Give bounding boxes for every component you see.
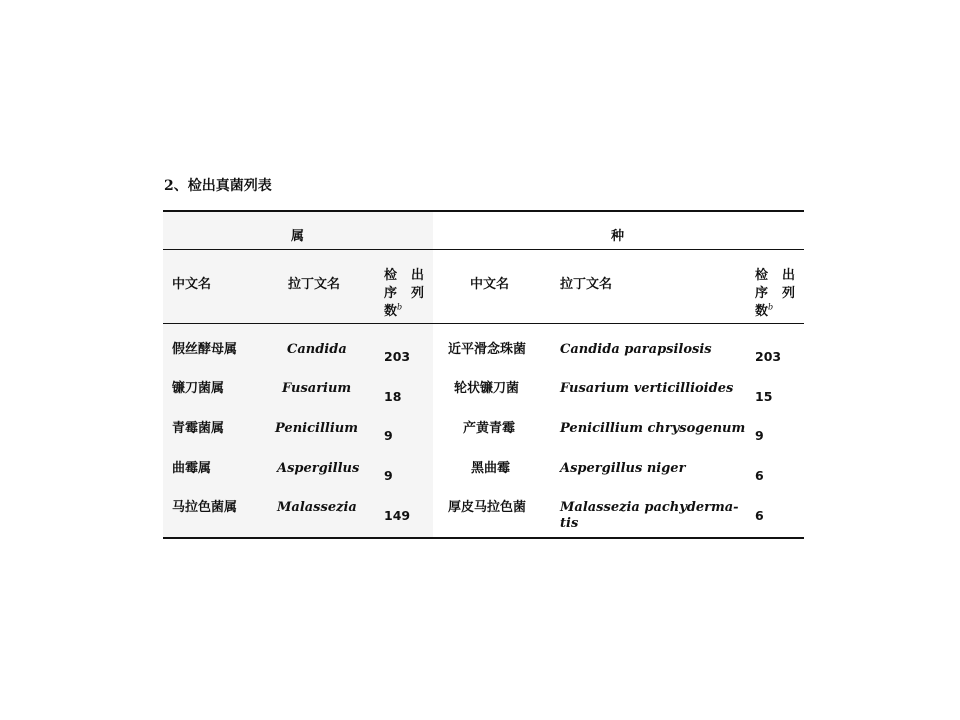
species-latin-cell: Aspergillus niger bbox=[560, 461, 686, 476]
genus-count-cell: 203 bbox=[384, 349, 411, 364]
species-latin-cell: Fusarium verticillioides bbox=[560, 381, 734, 396]
table-bottom-rule bbox=[163, 537, 804, 539]
genus-latin-cell: Fusarium bbox=[282, 381, 352, 396]
genus-latin-cell: Candida bbox=[287, 342, 347, 357]
species-group-header: 种 bbox=[611, 229, 625, 244]
species-cn-cell: 厚皮马拉色菌 bbox=[448, 500, 527, 515]
species-count-cell: 203 bbox=[755, 349, 782, 364]
genus-count-header: 检 出 序 列 数$^b$ bbox=[384, 268, 424, 319]
genus-count-cell: 18 bbox=[384, 389, 402, 404]
species-latin-cell: Malassezia pachyderma- bbox=[560, 500, 739, 515]
genus-group-header: 属 bbox=[291, 229, 305, 244]
species-count-cell: 9 bbox=[755, 428, 764, 443]
genus-cn-cell: 青霉菌属 bbox=[172, 421, 225, 436]
group-header-rule bbox=[163, 249, 804, 250]
genus-latin-cell: Malassezia bbox=[277, 500, 357, 515]
genus-cn-cell: 马拉色菌属 bbox=[172, 500, 238, 515]
species-cn-cell: 黑曲霉 bbox=[471, 461, 511, 476]
species-cn-header: 中文名 bbox=[470, 277, 510, 292]
genus-cn-cell: 假丝酵母属 bbox=[172, 342, 238, 357]
genus-cn-header: 中文名 bbox=[172, 277, 212, 292]
genus-count-cell: 9 bbox=[384, 428, 393, 443]
species-count-cell: 6 bbox=[755, 468, 764, 483]
table-top-rule bbox=[163, 210, 804, 212]
page-title: 2、检出真菌列表 bbox=[164, 178, 272, 194]
species-cn-cell: 产黄青霉 bbox=[463, 421, 516, 436]
fungi-table bbox=[163, 210, 804, 539]
genus-cn-cell: 曲霉属 bbox=[172, 461, 212, 476]
genus-cn-cell: 镰刀菌属 bbox=[172, 381, 225, 396]
species-latin-cell: Candida parapsilosis bbox=[560, 342, 712, 357]
species-latin-header: 拉丁文名 bbox=[560, 277, 613, 292]
genus-section-shading bbox=[163, 212, 433, 537]
species-cn-cell: 轮状镰刀菌 bbox=[454, 381, 520, 396]
species-count-cell: 6 bbox=[755, 508, 764, 523]
genus-count-cell: 149 bbox=[384, 508, 411, 523]
genus-latin-cell: Penicillium bbox=[275, 421, 358, 436]
genus-latin-cell: Aspergillus bbox=[277, 461, 360, 476]
species-latin-cell: Penicillium chrysogenum bbox=[560, 421, 746, 436]
species-cn-cell: 近平滑念珠菌 bbox=[448, 342, 527, 357]
genus-latin-header: 拉丁文名 bbox=[288, 277, 341, 292]
genus-count-cell: 9 bbox=[384, 468, 393, 483]
column-header-rule bbox=[163, 323, 804, 324]
species-count-cell: 15 bbox=[755, 389, 773, 404]
species-count-header: 检 出 序 列 数$^b$ bbox=[755, 268, 795, 319]
species-latin-cell-continued: tis bbox=[560, 516, 579, 531]
